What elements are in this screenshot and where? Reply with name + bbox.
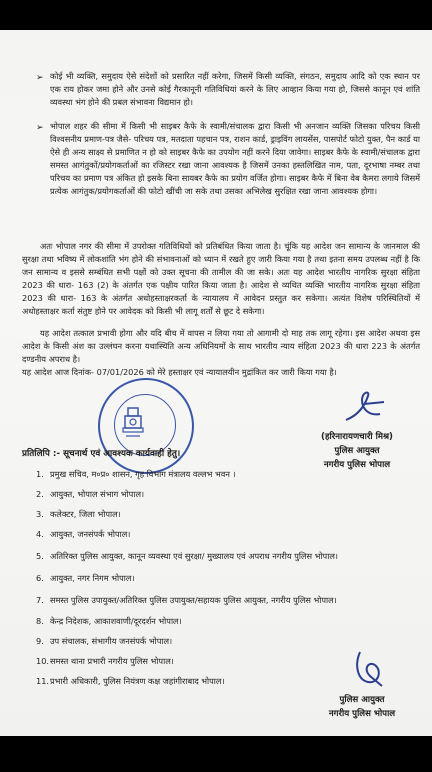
copy-heading: प्रतिलिपि :- सूचनार्थ एवं आवश्यक कार्यवाही हेतु। bbox=[22, 449, 181, 459]
signatory-name: (हरिनारायणचारी मिश्र) bbox=[321, 432, 393, 442]
order-paragraph-1: अतः भोपाल नगर की सीमा में उपरोक्त गतिविधियों को प्रतिबंधित किया जाता है। चूंकि यह आदेश जन सामान्य के जानमाल की सुरक्षा तथा भविष्य में लोकशांति भंग होने की संभावनाओं को ध्यान में रखते हुए जारी किया गया है तथा इतना समय उपलब्ध नहीं है कि जन सामान्य व इससे सम्बंधित सभी पक्षों को उक्त सूचना की तामील की जा सके। अतः यह आदेश भारतीय नागरिक सुरक्षा संहिता 2023 की धारा- 163 (2) के अंतर्गत एक पक्षीय पारित किया जाता है। आदेश से व्यथित व्यक्ति भारतीय नागरिक सुरक्षा संहिता 2023 की धारा- 163 के अंतर्गत अधोहस्ताक्षरकर्ता के न्यायालय में आवेदन प्रस्तुत कर सकेगा। अत्यंत विशेष परिस्थितियों में अधोहस्ताक्षर कर्ता संतुष्ट होने पर आवेदक को किसी भी लागू शर्तों से छूट दे सकेगा। bbox=[22, 241, 420, 317]
signatory-block-2 bbox=[300, 693, 424, 721]
signatory-block bbox=[292, 430, 422, 472]
signatory-office: नगरीय पुलिस भोपाल bbox=[323, 460, 391, 470]
order-paragraph-2: यह आदेश तत्काल प्रभावी होगा और यदि बीच में वापस न लिया गया तो आगामी दो माह तक लागू रहेगा। इस आदेश अथवा इस आदेश के किसी अंश का उल्लंघन करना यथास्थिति अन्य अधिनियमों के साथ भारतीय न्याय संहिता 2023 की धारा 223 के अंतर्गत दण्डनीय अपराध है। bbox=[22, 328, 420, 365]
bullet-point-2: भोपाल शहर की सीमा में किसी भी साइबर कैफे के स्वामी/संचालक द्वारा किसी भी अनजान व्यक्ति जिसका परिचय किसी विश्वसनीय प्रमाण-पत्र जैसे- परिचय पत्र, मतदाता पहचान पत्र, राशन कार्ड, ड्राइविंग लायसेंस, पासपोर्ट फोटो युक्त, पैन कार्ड या ऐसे ही अन्य साक्ष्य से प्रमाणित न हो को साइबर कैफे का उपयोग नहीं करने दिया जावेगा। साइबर कैफे के स्वामी/संचालक द्वारा समस्त आगंतुकों/प्रयोगकर्ताओं का रजिस्टर रखा जाना आवश्यक है जिसमें उनका हस्तलिखित नाम, पता, दूरभाषा नम्बर तथा परिचय का प्रमाण पत्र अंकित हो इसके बिना सायबर कैफे का प्रयोग वर्जित होगा। साइबर कैफे में बिना वेब कैमरा लगाये जिसमें प्रत्येक आगंतुक/प्रयोगकर्ताओं की फोटो खींची जा सके तथा उसका अभिलेख सुरक्षित रखा जाना आवश्यक होगा। bbox=[50, 121, 420, 197]
list-item: 1. प्रमुख सचिव, म०प्र० शासन, गृह विभाग मंत्रालय वल्लभ भवन । bbox=[36, 469, 236, 479]
bottom-black-band bbox=[0, 736, 432, 772]
list-item: 7. समस्त पुलिस उपायुक्त/अतिरिक्त पुलिस उपायुक्त/सहायक पुलिस आयुक्त, नगरीय पुलिस भोपाल। bbox=[36, 595, 337, 605]
issue-date-line: यह आदेश आज दिनांक- 07/01/2026 को मेरे हस्ताक्षर एवं न्यायालयीन मुद्रांकित कर जारी किया गया है। bbox=[22, 367, 337, 377]
list-item: 4. आयुक्त, जनसंपर्क भोपाल। bbox=[36, 529, 131, 539]
list-item: 2. आयुक्त, भोपाल संभाग भोपाल। bbox=[36, 489, 145, 499]
handwritten-signature bbox=[340, 386, 388, 430]
signatory-designation: पुलिस आयुक्त bbox=[339, 695, 385, 705]
top-black-band bbox=[0, 0, 432, 30]
bullet-arrow-icon: ➢ bbox=[36, 123, 44, 133]
list-item: 6. आयुक्त, नगर निगम भोपाल। bbox=[36, 573, 135, 583]
list-item: 9. उप संचालक, संभागीय जनसंपर्क भोपाल। bbox=[36, 636, 173, 646]
handwritten-signature bbox=[350, 646, 390, 690]
state-emblem-icon bbox=[118, 406, 148, 442]
list-item: 11.प्रभारी अधिकारी, पुलिस नियंत्रण कक्ष जहांगीराबाद भोपाल। bbox=[36, 676, 225, 686]
signatory-designation: पुलिस आयुक्त bbox=[334, 446, 380, 456]
bullet-point-1: कोई भी व्यक्ति, समुदाय ऐसे संदेशों को प्रसारित नहीं करेगा, जिसमें किसी व्यक्ति, संगठन, समुदाय आदि को एक स्थान पर एक राय होकर जमा होने और उनसे कोई गैरकानूनी गतिविधियां करने के लिए आव्हान किया गया हो, जिससे कानून एवं शांति व्यवस्था भंग होने की प्रबल संभावना विद्यमान हो। bbox=[50, 71, 420, 108]
signatory-office: नगरीय पुलिस भोपाल bbox=[328, 709, 396, 719]
list-item: 10.समस्त थाना प्रभारी नगरीय पुलिस भोपाल। bbox=[36, 656, 174, 666]
list-item: 5. अतिरिक्त पुलिस आयुक्त, कानून व्यवस्था एवं सुरक्षा/ मुख्यालय एवं अपराध नगरीय पुलिस भोपाल। bbox=[36, 551, 338, 561]
bullet-arrow-icon: ➢ bbox=[36, 73, 44, 83]
list-item: 3. कलेक्टर, जिला भोपाल। bbox=[36, 509, 121, 519]
list-item: 8. केन्द्र निदेशक, आकाशवाणी/दूरदर्शन भोपाल। bbox=[36, 616, 182, 626]
